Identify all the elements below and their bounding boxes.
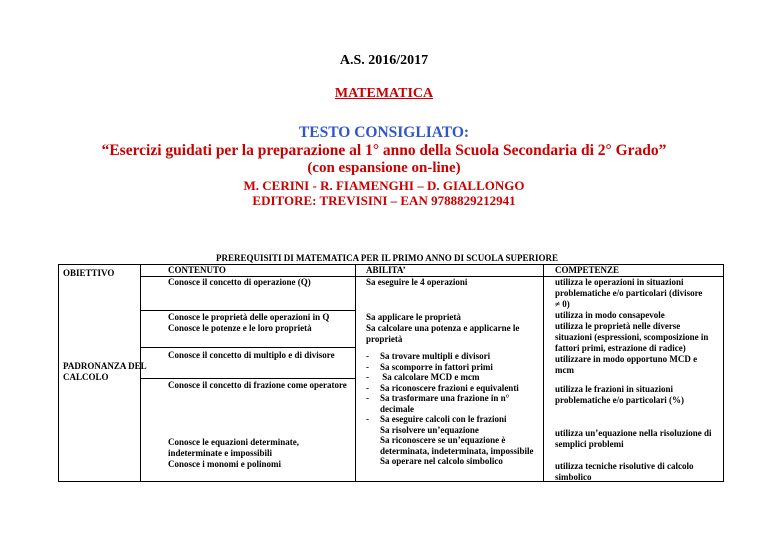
competence-line: fattori primi, estrazione di radice) [555,343,686,353]
column-divider [140,265,141,481]
objective-line-2: CALCOLO [63,372,109,382]
skill-item: proprietà [366,334,403,344]
content-item: Conosce il concetto di frazione come operatore [168,380,347,390]
skill-item: Sa calcolare una potenza e applicarne le [366,323,520,333]
skill-text: Sa riconoscere se un’equazione è [380,435,506,445]
row-divider [140,347,355,348]
skill-text: Sa operare nel calcolo simbolico [380,456,503,466]
skill-list-item [366,383,538,394]
skill-item: Sa applicare le proprietà [366,312,461,322]
school-year: A.S. 2016/2017 [339,53,429,68]
skill-list-item [366,435,538,446]
book-heading: TESTO CONSIGLIATO: [298,124,470,141]
skill-text: Sa calcolare MCD e mcm [380,372,480,382]
list-dash: - [366,393,369,403]
competence-line: utilizza in modo consapevole [555,310,665,320]
content-item: indeterminate e impossibili [168,448,272,458]
competence-line: utilizza tecniche risolutive di calcolo [555,461,694,471]
list-dash: - [366,372,369,382]
list-dash: - [366,414,369,424]
content-item: Conosce il concetto di operazione (Q) [168,277,311,287]
header-competences: COMPETENZE [555,265,620,275]
skill-list-item [366,425,538,436]
competence-line: problematiche e/o particolari (%) [555,395,685,405]
competence-line: mcm [555,365,574,375]
skill-list-item [366,446,538,457]
skill-list-item [366,404,538,415]
skill-list-item [366,351,538,362]
competence-line: situazioni (espressioni, scomposizione in [555,332,709,342]
list-dash: - [366,361,369,372]
competence-line: utilizza le operazioni in situazioni [555,277,684,287]
column-divider [543,265,544,481]
content-item: Conosce le potenze e le loro proprietà [168,323,312,333]
column-divider [355,265,356,481]
header-skills: ABILITA’ [366,265,406,275]
book-publisher: EDITORE: TREVISINI – EAN 9788829212941 [252,193,516,208]
skill-text: Sa trovare multipli e divisori [380,351,491,361]
skill-text: Sa riconoscere frazioni e equivalenti [380,382,519,393]
skill-list-item [366,362,538,373]
skill-text: determinata, indeterminata, impossibile [380,445,534,456]
skill-item: Sa eseguire le 4 operazioni [366,277,468,287]
objective-line-1: PADRONANZA DEL [63,361,147,371]
table-title: PREREQUISITI DI MATEMATICA PER IL PRIMO ANNO DI SCUOLA SUPERIORE [216,253,558,263]
list-dash: - [366,351,369,361]
skill-text: Sa trasformare una frazione in n° [380,393,510,403]
skills-list [366,351,538,467]
skill-list-item [366,456,538,467]
content-item: Conosce le equazioni determinate, [168,437,299,447]
skill-text: Sa risolvere un’equazione [380,424,479,435]
competence-line: utilizza le proprietà nelle diverse [555,321,681,331]
skill-list-item [366,372,538,383]
row-divider [140,378,355,379]
header-objective: OBIETTIVO [63,268,115,278]
competence-line: utilizza le frazioni in situazioni [555,384,673,394]
competence-line: utilizzare in modo opportuno MCD e [555,354,698,364]
content-item: Conosce le proprietà delle operazioni in Q [168,312,330,322]
header-content: CONTENUTO [168,265,226,275]
skill-list-item [366,414,538,425]
list-dash: - [366,382,369,393]
book-authors: M. CERINI - R. FIAMENGHI – D. GIALLONGO [243,178,525,193]
subject-title: MATEMATICA [334,86,434,101]
competence-line: problematiche e/o particolari (divisore [555,288,703,298]
skill-text: Sa eseguire calcoli con le frazioni [380,414,507,424]
competence-line: semplici problemi [555,439,624,449]
competence-line: simbolico [555,472,592,482]
content-item: Conosce i monomi e polinomi [168,459,282,469]
book-edition: (con espansione on-line) [307,160,461,176]
competence-line: utilizza un’equazione nella risoluzione di [555,428,712,438]
skill-text: decimale [380,403,414,414]
row-divider [140,310,355,311]
book-title: “Esercizi guidati per la preparazione al 1° anno della Scuola Secondaria di 2° Grado” [101,142,667,159]
skill-text: Sa scomporre in fattori primi [380,361,493,372]
competence-line: ≠ 0) [555,299,570,309]
content-item: Conosce il concetto di multiplo e di divisore [168,350,335,360]
skill-list-item [366,393,538,404]
